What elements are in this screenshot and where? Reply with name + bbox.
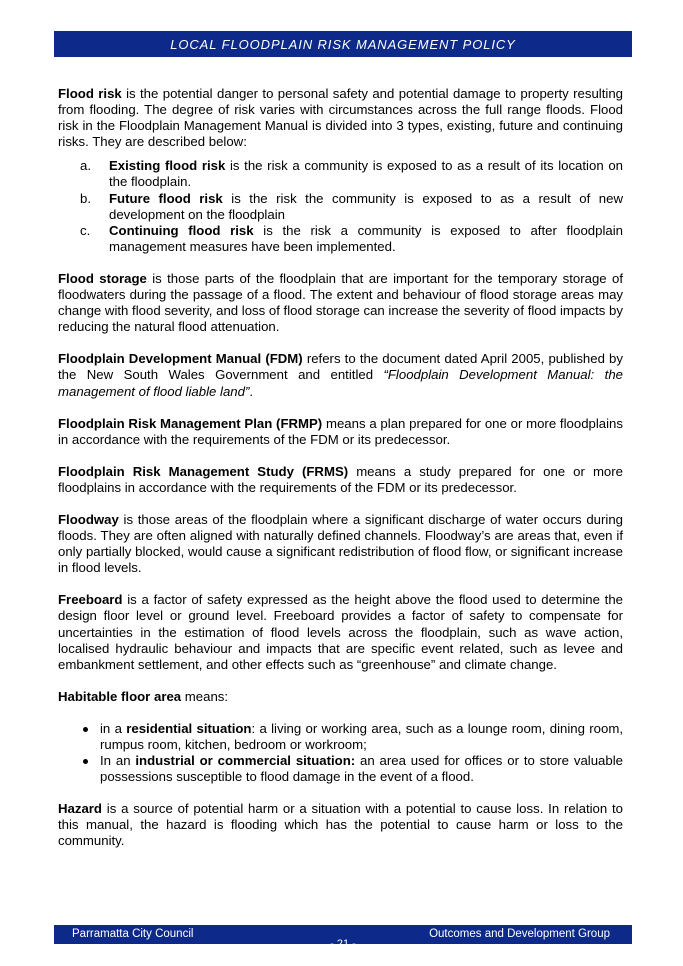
definition-flood-storage xyxy=(58,271,623,335)
term: Habitable floor area xyxy=(58,688,182,704)
definition-text: is those parts of the floodplain that are important for the temporary storage of floodwaters during the passage of a flood. The extent and behaviour of flood storage areas may change with flood severity, and loss of flood storage can increase the severity of flood impacts by reducing the natural flood attenuation. xyxy=(58,270,623,335)
definition-text: is a factor of safety expressed as the height above the flood used to determine the design floor level or ground level. Freeboard provides a factor of safety to compensate for uncertainties in the estimation of flood levels across the floodplain, such as wave action, localised hydraulic behaviour and impacts that are specific event related, such as levee and embankment settlement, and other effects such as “greenhouse” and climate change. xyxy=(58,592,623,672)
definition-end: . xyxy=(249,383,254,399)
flood-risk-types-list xyxy=(58,158,623,255)
definition-frms xyxy=(58,464,623,496)
item-text: is the risk a community is exposed to as a result of its location on the floodplain. xyxy=(109,158,623,190)
list-item xyxy=(58,721,623,753)
term: Hazard xyxy=(58,801,102,817)
term: Flood storage xyxy=(58,270,147,286)
term: Flood risk xyxy=(58,86,122,101)
term: Existing flood risk xyxy=(109,158,226,174)
header-title: LOCAL FLOODPLAIN RISK MANAGEMENT POLICY xyxy=(170,36,516,52)
item-text: : a living or working area, such as a lounge room, dining room, rumpus room, kitchen, bedroom or workroom; xyxy=(100,720,623,752)
list-marker: a. xyxy=(80,158,91,174)
definition-freeboard xyxy=(58,592,623,672)
definition-text: is the potential danger to personal safety and potential damage to property resulting from flooding. The degree of risk varies with circumstances across the full range floods. Flood risk in the Floodplain Management Manual is divided into 3 types, existing, future and continuing risks. They are described below: xyxy=(58,86,623,150)
page-footer xyxy=(54,925,632,950)
term: Floodplain Risk Management Study (FRMS) xyxy=(58,463,349,479)
definition-text: means a study prepared for one or more floodplains in accordance with the requirements of the FDM or its predecessor. xyxy=(58,463,623,495)
definition-frmp xyxy=(58,416,623,448)
term: Future flood risk xyxy=(109,190,223,206)
list-marker: c. xyxy=(80,222,91,238)
definition-flood-risk xyxy=(58,86,623,150)
item-prefix: in a xyxy=(100,720,127,736)
term: Floodway xyxy=(58,511,119,527)
page-number: - 21 - xyxy=(330,938,356,950)
term: residential situation xyxy=(126,720,252,736)
document-body xyxy=(58,86,623,866)
definition-text: refers to the document dated April 2005, published by the New South Wales Government and entitled xyxy=(58,351,623,383)
definition-floodway xyxy=(58,512,623,576)
definition-fdm xyxy=(58,351,623,399)
item-text: is the risk a community is exposed to after floodplain management measures have been implemented. xyxy=(109,222,623,254)
term: Floodplain Risk Management Plan (FRMP) xyxy=(58,415,323,431)
document-title: “Floodplain Development Manual: the management of flood liable land” xyxy=(58,367,623,399)
bullet-icon xyxy=(83,759,88,764)
page-header xyxy=(54,31,632,57)
bullet-icon xyxy=(83,727,88,732)
term: Freeboard xyxy=(58,592,123,608)
item-text: is the risk the community is exposed to as a result of new development on the floodplain xyxy=(109,190,623,222)
definition-text: is those areas of the floodplain where a significant discharge of water occurs during floods. They are often aligned with naturally defined channels. Floodway’s are areas that, even if only partially blocked, would cause a significant redistribution of flood flow, or significant increase in flood levels. xyxy=(58,511,623,576)
definition-text: means: xyxy=(181,688,229,704)
term: Continuing flood risk xyxy=(109,222,254,238)
item-prefix: In an xyxy=(100,753,136,769)
list-item xyxy=(58,158,623,190)
definition-habitable-floor-area xyxy=(58,689,623,705)
item-text: an area used for offices or to store valuable possessions susceptible to flood damage in the event of a flood. xyxy=(100,753,623,785)
list-marker: b. xyxy=(80,190,91,206)
term: Floodplain Development Manual (FDM) xyxy=(58,351,303,367)
footer-organization: Parramatta City Council xyxy=(72,928,194,940)
list-item xyxy=(58,753,623,785)
footer-department: Outcomes and Development Group xyxy=(429,928,610,940)
list-item xyxy=(58,223,623,255)
habitable-floor-area-list xyxy=(58,721,623,785)
list-item xyxy=(58,191,623,223)
definition-text: is a source of potential harm or a situation with a potential to cause loss. In relation to this manual, the hazard is flooding which has the potential to cause harm or loss to the community. xyxy=(58,801,623,849)
definition-hazard xyxy=(58,801,623,849)
definition-text: means a plan prepared for one or more floodplains in accordance with the requirements of the FDM or its predecessor. xyxy=(58,415,623,447)
term: industrial or commercial situation: xyxy=(135,753,356,769)
